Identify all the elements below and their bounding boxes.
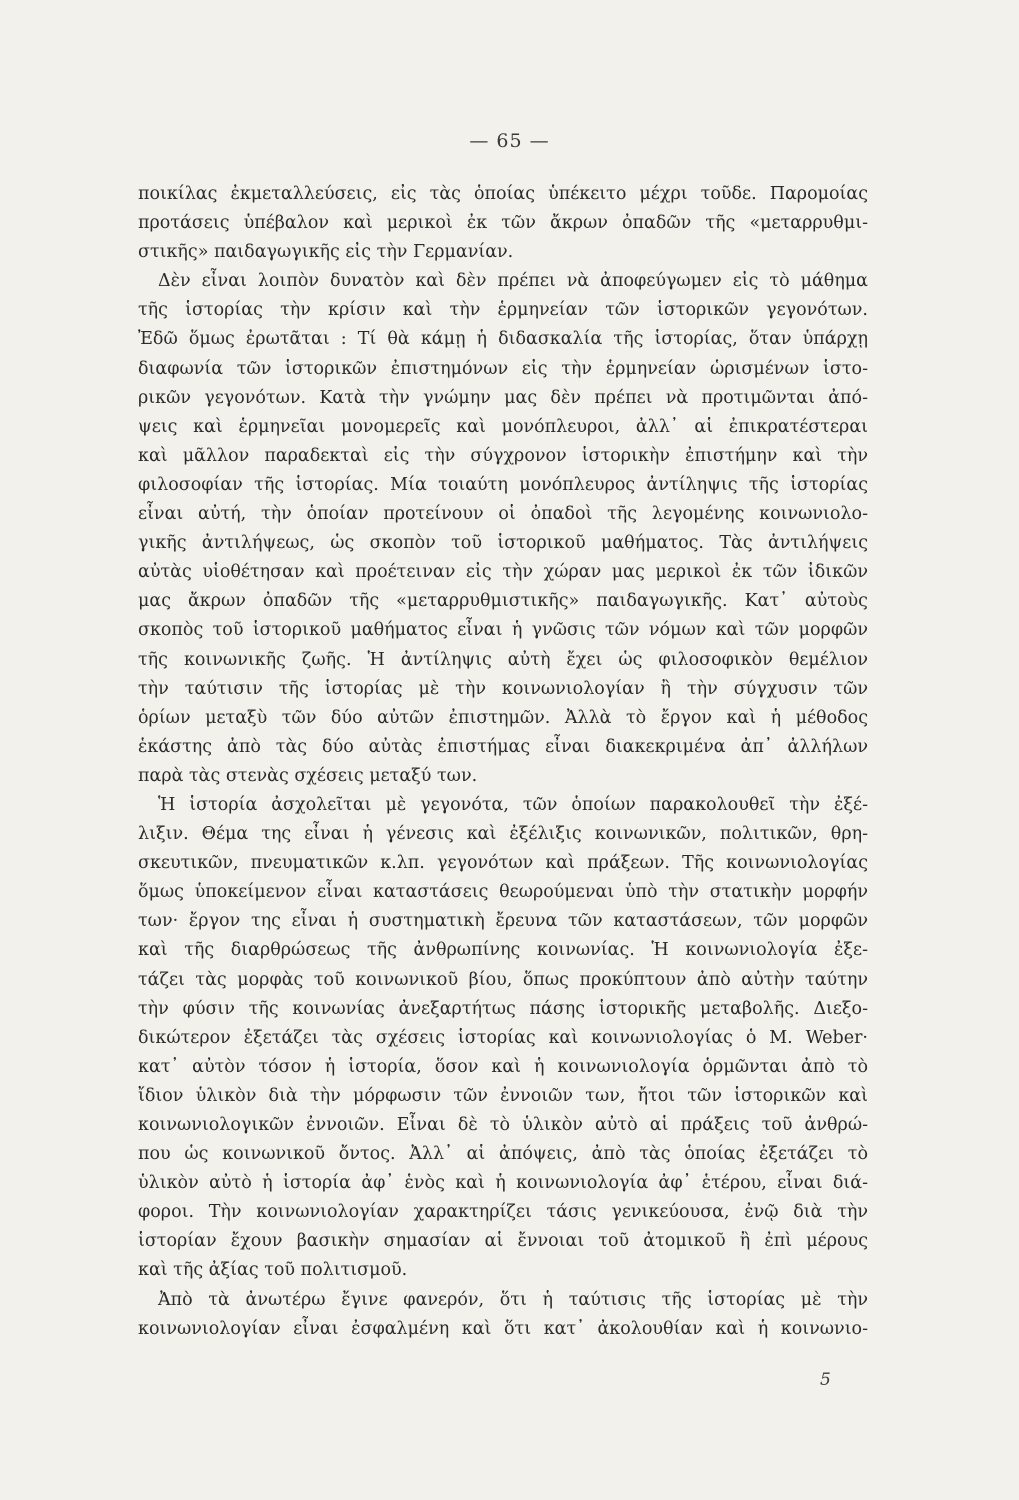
text-line: κοινωνιολογίαν εἶναι ἐσφαλμένη καὶ ὅτι κατ᾿ ἀκολουθίαν καὶ ἡ κοινωνιο- xyxy=(138,1318,868,1339)
text-line: τὴν φύσιν τῆς κοινωνίας ἀνεξαρτήτως πάσης ἱστορικῆς μεταβολῆς. Διεξο- xyxy=(138,998,868,1019)
text-line: στικῆς» παιδαγωγικῆς εἰς τὴν Γερμανίαν. xyxy=(138,242,514,263)
text-line: τάζει τὰς μορφὰς τοῦ κοινωνικοῦ βίου, ὅπως προκύπτουν ἀπὸ αὐτὴν ταύτην xyxy=(138,969,868,990)
text-line: παρὰ τὰς στενὰς σχέσεις μεταξύ των. xyxy=(138,765,478,786)
signature-mark: 5 xyxy=(820,1370,831,1390)
text-line: ποικίλας ἐκμεταλλεύσεις, εἰς τὰς ὁποίας ὑπέκειτο μέχρι τοῦδε. Παρομοίας xyxy=(138,184,868,204)
text-line: λιξιν. Θέμα της εἶναι ἡ γένεσις καὶ ἐξέλιξις κοινωνικῶν, πολιτικῶν, θρη- xyxy=(138,824,868,845)
text-line: ρικῶν γεγονότων. Κατὰ τὴν γνώμην μας δὲν πρέπει νὰ προτιμῶνται ἀπό- xyxy=(138,387,868,408)
text-line: σκευτικῶν, πνευματικῶν κ.λπ. γεγονότων καὶ πράξεων. Τῆς κοινωνιολογίας xyxy=(138,853,868,874)
text-line: καὶ μᾶλλον παραδεκταὶ εἰς τὴν σύγχρονον ἱστορικὴν ἐπιστήμην καὶ τὴν xyxy=(138,445,868,466)
text-line: φιλοσοφίαν τῆς ἱστορίας. Μία τοιαύτη μονόπλευρος ἀντίληψις τῆς ἱστορίας xyxy=(138,474,868,495)
text-line: Ἀπὸ τὰ ἀνωτέρω ἔγινε φανερόν, ὅτι ἡ ταύτισις τῆς ἱστορίας μὲ τὴν xyxy=(158,1289,868,1310)
text-line: καὶ τῆς διαρθρώσεως τῆς ἀνθρωπίνης κοινωνίας. Ἡ κοινωνιολογία ἐξε- xyxy=(138,940,868,961)
text-line: μας ἄκρων ὀπαδῶν τῆς «μεταρρυθμιστικῆς» παιδαγωγικῆς. Κατ᾿ αὐτοὺς xyxy=(138,591,868,612)
text-line: ἱστορίαν ἔχουν βασικὴν σημασίαν αἱ ἔννοιαι τοῦ ἀτομικοῦ ἢ ἐπὶ μέρους xyxy=(138,1231,868,1252)
text-line: εἶναι αὐτή, τὴν ὁποίαν προτείνουν οἱ ὀπαδοὶ τῆς λεγομένης κοινωνιολο- xyxy=(138,504,868,525)
text-line: αὐτὰς υἱοθέτησαν καὶ προέτειναν εἰς τὴν χώραν μας μερικοὶ ἐκ τῶν ἰδικῶν xyxy=(138,562,868,583)
text-line: Ἐδῶ ὅμως ἐρωτᾶται : Τί θὰ κάμῃ ἡ διδασκαλία τῆς ἱστορίας, ὅταν ὑπάρχῃ xyxy=(138,329,868,350)
text-line: τὴν ταύτισιν τῆς ἱστορίας μὲ τὴν κοινωνιολογίαν ἢ τὴν σύγχυσιν τῶν xyxy=(138,678,868,699)
text-line: ψεις καὶ ἑρμηνεῖαι μονομερεῖς καὶ μονόπλευροι, ἀλλ᾿ αἱ ἐπικρατέστεραι xyxy=(138,416,868,437)
text-line: τῆς κοινωνικῆς ζωῆς. Ἡ ἀντίληψις αὐτὴ ἔχει ὡς φιλοσοφικὸν θεμέλιον xyxy=(138,649,868,670)
text-line: Ἡ ἱστορία ἀσχολεῖται μὲ γεγονότα, τῶν ὁποίων παρακολουθεῖ τὴν ἐξέ- xyxy=(158,794,868,815)
text-line: δικώτερον ἐξετάζει τὰς σχέσεις ἱστορίας καὶ κοινωνιολογίας ὁ M. Weber· xyxy=(138,1027,868,1048)
text-line: καὶ τῆς ἀξίας τοῦ πολιτισμοῦ. xyxy=(138,1260,408,1281)
text-line: ὅμως ὑποκείμενον εἶναι καταστάσεις θεωρούμεναι ὑπὸ τὴν στατικὴν μορφήν xyxy=(138,882,868,903)
text-line: διαφωνία τῶν ἱστορικῶν ἐπιστημόνων εἰς τὴν ἑρμηνείαν ὡρισμένων ἱστο- xyxy=(138,358,868,379)
text-line: φοροι. Τὴν κοινωνιολογίαν χαρακτηρίζει τάσις γενικεύουσα, ἐνῷ διὰ τὴν xyxy=(138,1202,868,1223)
text-line: που ὡς κοινωνικοῦ ὄντος. Ἀλλ᾿ αἱ ἀπόψεις, ἀπὸ τὰς ὁποίας ἐξετάζει τὸ xyxy=(138,1144,868,1165)
text-line: των· ἔργον της εἶναι ἡ συστηματικὴ ἔρευνα τῶν καταστάσεων, τῶν μορφῶν xyxy=(138,911,868,932)
body-text xyxy=(138,180,868,1344)
text-line: ἴδιον ὑλικὸν διὰ τὴν μόρφωσιν τῶν ἐννοιῶν των, ἤτοι τῶν ἱστορικῶν καὶ xyxy=(138,1085,868,1106)
text-line: γικῆς ἀντιλήψεως, ὡς σκοπὸν τοῦ ἱστορικοῦ μαθήματος. Τὰς ἀντιλήψεις xyxy=(138,533,868,554)
text-line: ὑλικὸν αὐτὸ ἡ ἱστορία ἀφ᾿ ἑνὸς καὶ ἡ κοινωνιολογία ἀφ᾿ ἑτέρου, εἶναι διά- xyxy=(138,1173,868,1194)
text-line: τῆς ἱστορίας τὴν κρίσιν καὶ τὴν ἑρμηνείαν τῶν ἱστορικῶν γεγονότων. xyxy=(138,300,868,321)
text-line: προτάσεις ὑπέβαλον καὶ μερικοὶ ἐκ τῶν ἄκρων ὀπαδῶν τῆς «μεταρρυθμι- xyxy=(138,213,868,234)
text-line: ὁρίων μεταξὺ τῶν δύο αὐτῶν ἐπιστημῶν. Ἀλλὰ τὸ ἔργον καὶ ἡ μέθοδος xyxy=(138,707,868,728)
text-line: Δὲν εἶναι λοιπὸν δυνατὸν καὶ δὲν πρέπει νὰ ἀποφεύγωμεν εἰς τὸ μάθημα xyxy=(158,271,868,292)
text-line: κατ᾿ αὐτὸν τόσον ἡ ἱστορία, ὅσον καὶ ἡ κοινωνιολογία ὁρμῶνται ἀπὸ τὸ xyxy=(138,1056,868,1077)
text-line: σκοπὸς τοῦ ἱστορικοῦ μαθήματος εἶναι ἡ γνῶσις τῶν νόμων καὶ τῶν μορφῶν xyxy=(138,620,868,641)
page-number: — 65 — xyxy=(469,130,550,152)
text-line: ἑκάστης ἀπὸ τὰς δύο αὐτὰς ἐπιστήμας εἶναι διακεκριμένα ἀπ᾿ ἀλλήλων xyxy=(138,736,868,757)
text-line: κοινωνιολογικῶν ἐννοιῶν. Εἶναι δὲ τὸ ὑλικὸν αὐτὸ αἱ πράξεις τοῦ ἀνθρώ- xyxy=(138,1115,868,1135)
